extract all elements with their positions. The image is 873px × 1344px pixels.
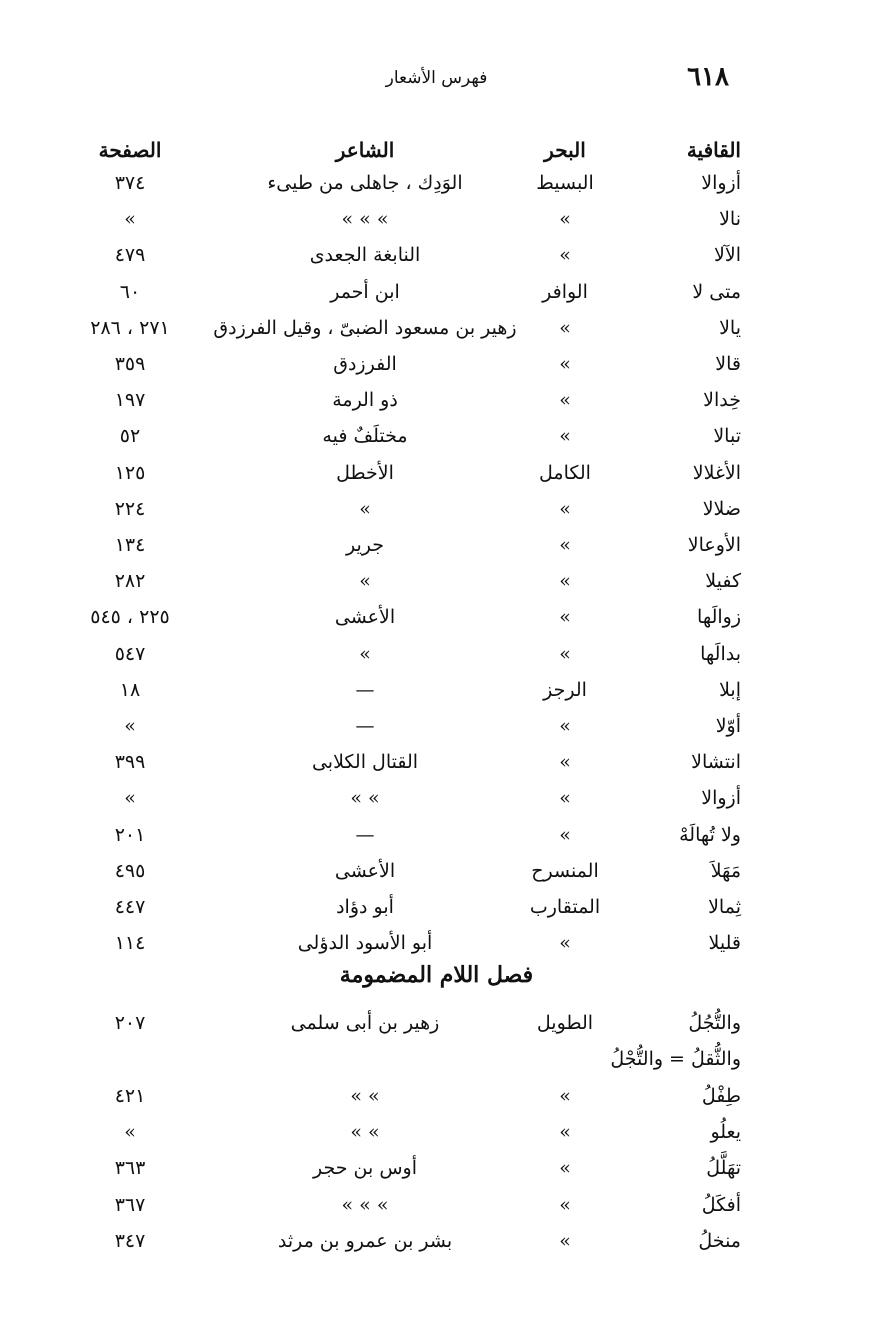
cell-shaer: » <box>359 642 371 665</box>
cell-qafiya: بدالَها <box>700 642 741 665</box>
table-row <box>0 462 873 496</box>
cell-shaer: » » <box>350 1120 380 1143</box>
cell-qafiya: قالا <box>715 353 741 375</box>
cell-bahr: » <box>559 751 571 774</box>
cell-safha: ٣٥٩ <box>114 353 146 375</box>
table-row <box>0 1048 873 1082</box>
cell-shaer: أبو دؤاد <box>336 896 394 918</box>
cell-bahr: الوافر <box>542 280 588 303</box>
table-row <box>0 172 873 206</box>
cell-qafiya: تهَلَّلُ <box>706 1157 741 1180</box>
table-row <box>0 1230 873 1264</box>
cell-shaer: أوس بن حجر <box>313 1157 417 1180</box>
cell-qafiya: ولا تُهالَهْ <box>679 823 741 846</box>
cell-shaer: » » <box>350 787 380 810</box>
cell-shaer: النابغة الجعدى <box>309 244 421 267</box>
table-row <box>0 353 873 387</box>
cell-shaer: — <box>355 715 375 737</box>
cell-safha: ٢٨٢ <box>114 570 146 593</box>
cell-bahr: » <box>559 497 571 520</box>
table-row <box>0 679 873 713</box>
table-row <box>0 751 873 785</box>
cell-safha: ٣٦٧ <box>114 1193 146 1216</box>
cell-qafiya: ضلالا <box>702 497 741 520</box>
table-row <box>0 498 873 532</box>
cell-bahr: » <box>559 787 571 810</box>
cell-bahr: » <box>559 353 571 375</box>
cell-bahr: » <box>559 1084 571 1107</box>
cell-bahr: » <box>559 425 571 448</box>
table-row <box>0 1194 873 1228</box>
table-row <box>0 643 873 677</box>
column-headers <box>0 138 873 172</box>
cell-shaer: مختلَفٌ فيه <box>322 425 408 448</box>
table-row <box>0 896 873 930</box>
cell-qafiya: متى لا <box>692 280 741 303</box>
cell-safha: ٤٧٩ <box>114 244 146 267</box>
cell-bahr: المتقارب <box>529 896 601 918</box>
cell-qafiya: أفكَلُ <box>701 1193 741 1216</box>
cell-bahr: » <box>559 715 571 737</box>
table-row <box>0 244 873 278</box>
cell-shaer: الأعشى <box>334 606 396 629</box>
cell-bahr: » <box>559 932 571 955</box>
cell-shaer: » » » <box>341 208 389 231</box>
cell-bahr: الطويل <box>536 1012 594 1034</box>
cell-shaer: بشر بن عمرو بن مرثد <box>277 1229 453 1252</box>
cell-safha: ٦٠ <box>119 280 141 303</box>
cell-qafiya: طِفْلُ <box>701 1084 741 1107</box>
cell-safha: ١٩٧ <box>114 389 146 412</box>
cell-shaer: » <box>359 497 371 520</box>
cell-shaer: الأخطل <box>336 461 394 484</box>
header-shaer: الشاعر <box>335 138 395 162</box>
cell-shaer: » <box>359 570 371 593</box>
cell-shaer: » » » <box>341 1193 389 1216</box>
cell-safha: ٣٧٤ <box>114 172 146 194</box>
table-row <box>0 824 873 858</box>
cell-shaer: — <box>355 678 375 701</box>
cell-qafiya: أزوالا <box>701 787 741 810</box>
cell-shaer: » » <box>350 1084 380 1107</box>
table-row <box>0 208 873 242</box>
cell-bahr: » <box>559 570 571 593</box>
cell-qafiya: مَهَلاَ <box>710 859 741 882</box>
cell-qafiya: إبلا <box>719 678 741 701</box>
table-row <box>0 1012 873 1046</box>
cell-shaer: الأعشى <box>334 859 396 882</box>
table-row <box>0 715 873 749</box>
section-title: فصل اللام المضمومة <box>339 962 534 988</box>
table-row <box>0 317 873 351</box>
cell-qafiya: خِدالا <box>703 389 741 412</box>
cell-safha: ١٨ <box>119 678 141 701</box>
cell-safha: ٥٢ <box>119 425 141 448</box>
cell-safha: ٢٢٥ ، ٥٤٥ <box>90 606 170 629</box>
cell-safha: ٢٢٤ <box>114 497 146 520</box>
cell-bahr: » <box>559 316 571 339</box>
cell-qafiya: منخلُ <box>698 1229 741 1252</box>
header-safha: الصفحة <box>98 138 162 162</box>
table-row <box>0 570 873 604</box>
cell-bahr: » <box>559 1120 571 1143</box>
table-row <box>0 281 873 315</box>
cell-qafiya: والتُّجُلُ <box>688 1012 741 1034</box>
cell-safha: ٥٤٧ <box>114 642 146 665</box>
running-title: فهرس الأشعار <box>385 68 488 88</box>
cell-safha: ١٢٥ <box>114 461 146 484</box>
cell-shaer: أبو الأسود الدؤلى <box>297 932 433 955</box>
cell-shaer: — <box>355 823 375 846</box>
cell-shaer: ذو الرمة <box>332 389 398 412</box>
cell-shaer: الفرزدق <box>333 353 397 375</box>
table-row <box>0 606 873 640</box>
cell-qafiya: أزوالا <box>701 172 741 194</box>
cell-safha: ١١٤ <box>114 932 146 955</box>
cell-qafiya: انتشالا <box>691 751 741 774</box>
cell-qafiya: تبالا <box>713 425 741 448</box>
cell-bahr: » <box>559 1157 571 1180</box>
cell-bahr: البسيط <box>536 172 594 194</box>
header-qafiya: القافية <box>686 138 741 162</box>
cell-qafiya: ثِمالا <box>708 896 741 918</box>
cell-shaer: ابن أحمر <box>330 280 400 303</box>
running-head <box>60 62 813 102</box>
cell-qafiya: زوالَها <box>697 606 741 629</box>
cell-safha: ٣٤٧ <box>114 1229 146 1252</box>
table-row <box>0 1085 873 1119</box>
cell-bahr: » <box>559 208 571 231</box>
cell-safha: » <box>124 208 136 231</box>
cell-qafiya: أوّلا <box>715 715 741 737</box>
table-row <box>0 389 873 423</box>
cell-shaer: جرير <box>346 534 384 556</box>
header-bahr: البحر <box>544 138 586 162</box>
cell-safha: ٤٤٧ <box>114 896 146 918</box>
cell-shaer: القتال الكلابى <box>311 751 419 774</box>
cell-qafiya: الأوعالا <box>687 534 741 556</box>
cell-bahr: » <box>559 534 571 556</box>
cell-qafiya: نالا <box>719 208 741 231</box>
cell-qafiya: كفيلا <box>705 570 741 593</box>
table-row <box>0 787 873 821</box>
cell-qafiya: قليلا <box>708 932 741 955</box>
cell-shaer: زهير بن أبى سلمى <box>290 1012 440 1034</box>
cell-qafiya: والثُّقلُ = والتُّجْلُ <box>610 1048 741 1071</box>
cell-safha: ٤٩٥ <box>114 859 146 882</box>
cell-safha: » <box>124 715 136 737</box>
cell-safha: » <box>124 1120 136 1143</box>
cell-shaer: الوَدِك ، جاهلى من طيىء <box>267 172 463 194</box>
cell-bahr: » <box>559 1229 571 1252</box>
cell-bahr: المنسرح <box>531 859 599 882</box>
cell-safha: ٢٠٧ <box>114 1012 146 1034</box>
cell-safha: ٣٩٩ <box>114 751 146 774</box>
cell-bahr: » <box>559 1193 571 1216</box>
cell-bahr: الكامل <box>539 461 591 484</box>
table-row <box>0 425 873 459</box>
table-row <box>0 1157 873 1191</box>
cell-bahr: » <box>559 823 571 846</box>
cell-safha: ١٣٤ <box>114 534 146 556</box>
cell-qafiya: الأغلالا <box>692 461 741 484</box>
cell-bahr: الرجز <box>543 678 587 701</box>
cell-bahr: » <box>559 642 571 665</box>
table-row <box>0 534 873 568</box>
cell-safha: ٢٠١ <box>114 823 146 846</box>
table-row <box>0 1121 873 1155</box>
cell-qafiya: يعلُو <box>710 1120 741 1143</box>
cell-safha: ٣٦٣ <box>114 1157 146 1180</box>
cell-bahr: » <box>559 244 571 267</box>
cell-qafiya: يالا <box>719 316 741 339</box>
cell-safha: » <box>124 787 136 810</box>
table-row <box>0 860 873 894</box>
cell-bahr: » <box>559 606 571 629</box>
page-number: ٦١٨ <box>687 62 729 92</box>
cell-bahr: » <box>559 389 571 412</box>
cell-qafiya: الآلا <box>714 244 741 267</box>
cell-safha: ٤٢١ <box>114 1084 146 1107</box>
cell-shaer: زهير بن مسعود الضبىّ ، وقيل الفرزدق <box>213 316 517 339</box>
cell-safha: ٢٧١ ، ٢٨٦ <box>90 316 170 339</box>
